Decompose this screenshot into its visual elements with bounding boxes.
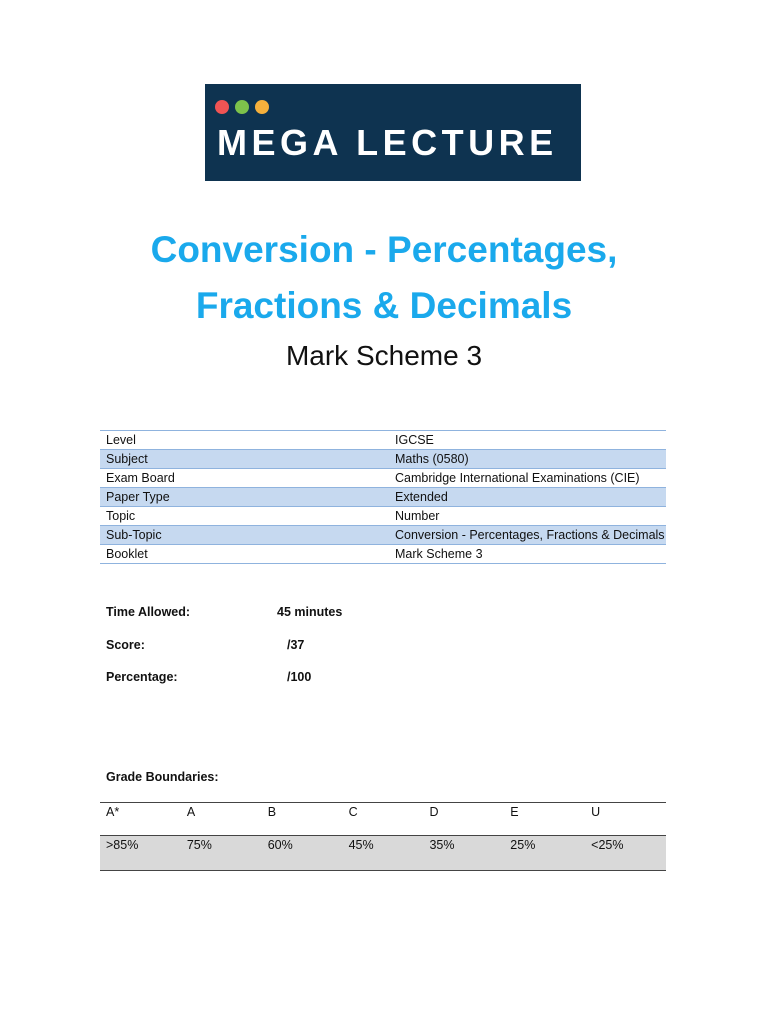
score-label: Score: — [106, 638, 145, 652]
logo-text: MEGA LECTURE — [217, 122, 558, 163]
grade-label: E — [510, 805, 519, 819]
info-value: IGCSE — [389, 431, 666, 450]
grade-value: 45% — [348, 838, 374, 852]
grade-label: C — [348, 805, 358, 819]
grade-label: D — [429, 805, 439, 819]
info-value: Extended — [389, 488, 666, 507]
grade-value: 35% — [429, 838, 455, 852]
grade-label: B — [267, 805, 277, 819]
logo-dot-red — [215, 100, 229, 114]
info-key: Exam Board — [100, 469, 389, 488]
info-key: Sub-Topic — [100, 526, 389, 545]
grade-value: 75% — [186, 838, 212, 852]
info-key: Level — [100, 431, 389, 450]
info-value: Mark Scheme 3 — [389, 545, 666, 564]
document-subtitle: Mark Scheme 3 — [285, 340, 483, 371]
info-value: Number — [389, 507, 666, 526]
grade-label: U — [591, 805, 601, 819]
time-allowed-label: Time Allowed: — [106, 605, 191, 619]
info-key: Topic — [100, 507, 389, 526]
title-line-2: Fractions & Decimals — [195, 285, 573, 326]
percentage-label: Percentage: — [106, 670, 178, 684]
mega-lecture-logo — [205, 84, 581, 181]
percentage-value: /100 — [287, 670, 312, 684]
info-key: Subject — [100, 450, 389, 469]
grade-value: >85% — [106, 838, 139, 852]
info-row-topic — [100, 507, 666, 526]
info-row-sub-topic — [100, 526, 666, 545]
info-table — [100, 430, 666, 564]
info-key: Booklet — [100, 545, 389, 564]
info-value: Cambridge International Examinations (CIE) — [389, 469, 666, 488]
title-line-1: Conversion - Percentages, — [150, 229, 618, 270]
grade-boundaries-table — [100, 802, 666, 871]
info-row-exam-board — [100, 469, 666, 488]
grade-label: A* — [106, 805, 120, 819]
grade-value: 60% — [267, 838, 293, 852]
info-value: Maths (0580) — [389, 450, 666, 469]
info-row-paper-type — [100, 488, 666, 507]
info-row-level — [100, 431, 666, 450]
grade-value: <25% — [591, 838, 624, 852]
time-allowed-value: 45 minutes — [277, 605, 343, 619]
info-row-booklet — [100, 545, 666, 564]
grade-header-row — [100, 803, 666, 836]
grade-boundaries-title: Grade Boundaries: — [106, 770, 219, 784]
logo-dot-orange — [255, 100, 269, 114]
info-value: Conversion - Percentages, Fractions & Decimals — [389, 526, 666, 545]
grade-label: A — [186, 805, 196, 819]
score-value: /37 — [287, 638, 305, 652]
document-title — [0, 222, 768, 334]
info-row-subject — [100, 450, 666, 469]
info-key: Paper Type — [100, 488, 389, 507]
grade-value: 25% — [510, 838, 536, 852]
logo-dots — [215, 100, 269, 114]
logo-dot-green — [235, 100, 249, 114]
grade-values-row — [100, 836, 666, 870]
